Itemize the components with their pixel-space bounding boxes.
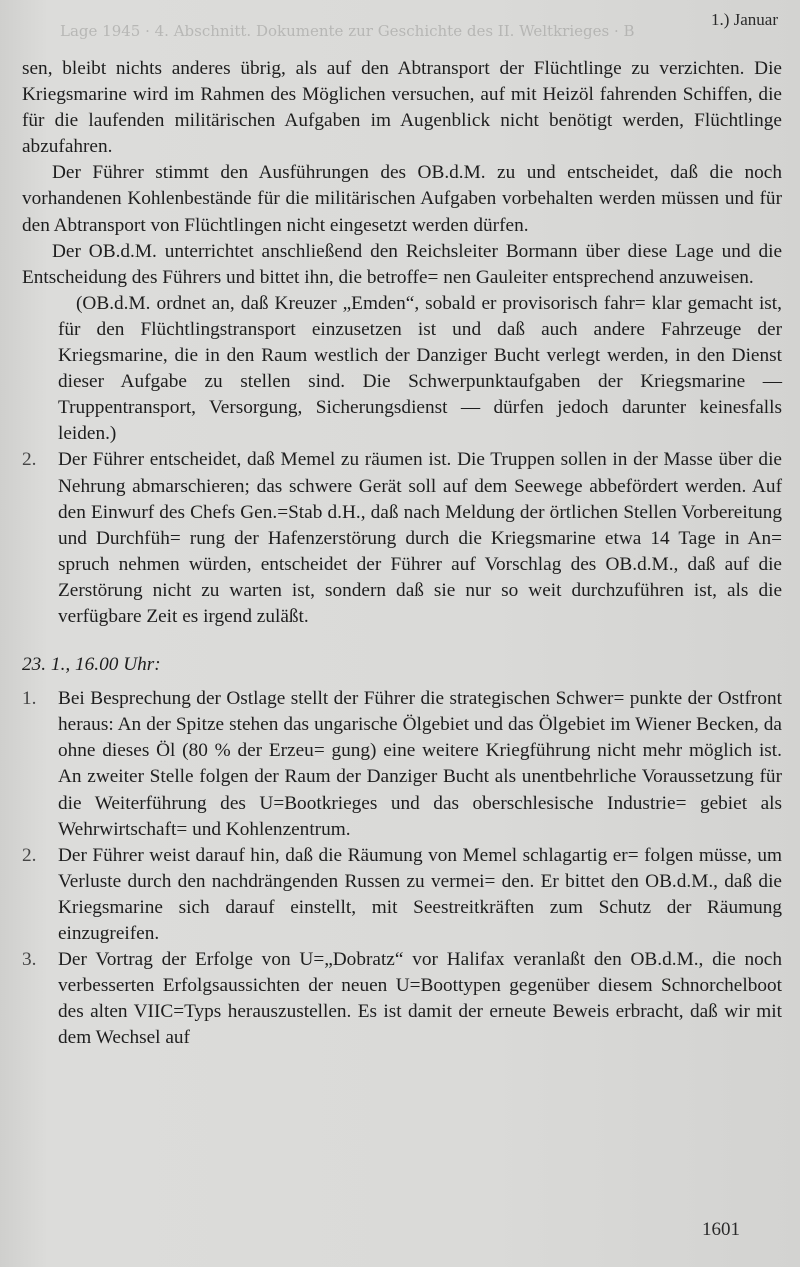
page-number: 1601 xyxy=(702,1219,740,1240)
running-head: 1.) Januar xyxy=(710,10,778,29)
numbered-item-2-first xyxy=(22,447,782,630)
body-text xyxy=(22,56,782,1051)
paragraph-3: Der OB.d.M. unterrichtet anschließend den Reichsleiter Bormann über diese Lage und die Entscheidung des Führers und bittet ihn, die betroffe= nen Gauleiter entsprechend anzuweisen. xyxy=(22,240,782,288)
paragraph-4: (OB.d.M. ordnet an, daß Kreuzer „Emden“, sobald er provisorisch fahr= klar gemacht ist, für den Flüchtlingstransport einzusetzen ist und daß auch andere Fahrzeuge der Kriegsmarine, die in den Raum westlich der Danziger Bucht verlegt werden, in den Dienst dieser Aufgabe zu stellen sind. Die Schwerpunktaufgaben der Kriegsmarine — Truppentransport, Versorgung, Sicherungsdienst — dürfen jedoch darunter keinesfalls leiden.) xyxy=(58,292,782,445)
numbered-item-1 xyxy=(22,686,782,843)
item-text: Bei Besprechung der Ostlage stellt der Führer die strategischen Schwer= punkte der Ostfront heraus: An der Spitze stehen das ungarische Ölgebiet und das Ölgebiet im Wiener Becken, da ohne dieses Öl (80 % der Erzeu= gung) eine weitere Kriegführung nicht mehr möglich ist. An zweiter Stelle folgen der Raum der Danziger Bucht als unentbehrliche Voraussetzung für die Weiterführung des U=Bootkrieges und das oberschlesische Industrie= gebiet als Wehrwirtschaft= und Kohlenzentrum. xyxy=(58,688,782,840)
item-number: 2. xyxy=(22,449,37,471)
date-heading: 23. 1., 16.00 Uhr: xyxy=(22,654,161,676)
paragraph-1: sen, bleibt nichts anderes übrig, als auf den Abtransport der Flüchtlinge zu verzichten. Die Kriegsmarine wird im Rahmen des Möglichen versuchen, auf mit Heizöl fahrenden Schiffen, die für die laufenden militärischen Aufgaben im Augenblick nicht benötigt werden, Flüchtlinge abzufahren. xyxy=(22,58,782,158)
item-number: 3. xyxy=(22,949,37,971)
numbered-item-2 xyxy=(22,843,782,947)
item-number: 1. xyxy=(22,688,37,710)
item-text: Der Führer entscheidet, daß Memel zu räumen ist. Die Truppen sollen in der Masse über die Nehrung abmarschieren; das schwere Gerät soll auf dem Seewege abbefördert werden. Auf den Einwurf des Chefs Gen.=Stab d.H., daß nach Meldung der örtlichen Stellen Vorbereitung und Durchfüh= rung der Hafenzerstörung durch die Kriegsmarine etwa 14 Tage in An= spruch nehmen würden, entscheidet der Führer auf Vorschlag des OB.d.M., daß auf die Zerstörung nicht zu warten ist, sondern daß sie nur so weit durchzuführen ist, als die verfügbare Zeit es irgend zuläßt. xyxy=(58,449,782,627)
paragraph-2: Der Führer stimmt den Ausführungen des OB.d.M. zu und entscheidet, daß die noch vorhandenen Kohlenbestände für die militärischen Aufgaben vorbehalten werden müssen und für den Abtransport von Flüchtlingen nicht eingesetzt werden dürfen. xyxy=(22,162,782,236)
bleed-through-text: Lage 1945 · 4. Abschnitt. Dokumente zur Geschichte des II. Weltkrieges · B xyxy=(60,22,635,40)
item-text: Der Vortrag der Erfolge von U=„Dobratz“ vor Halifax veranlaßt den OB.d.M., die noch verbesserten Erfolgsaussichten der neuen U=Boottypen gegenüber diesem Schnorchelboot des alten VIIC=Typs herauszustellen. Es ist damit der erneute Beweis erbracht, daß wir mit dem Wechsel auf xyxy=(58,949,782,1049)
item-number: 2. xyxy=(22,844,37,866)
numbered-item-3 xyxy=(22,947,782,1051)
item-text: Der Führer weist darauf hin, daß die Räumung von Memel schlagartig er= folgen müsse, um Verluste durch den nachdrängenden Russen zu vermei= den. Er bittet den OB.d.M., daß die Kriegsmarine sich darauf einstellt, mit Seestreitkräften zum Schutz der Räumung einzugreifen. xyxy=(58,844,782,944)
